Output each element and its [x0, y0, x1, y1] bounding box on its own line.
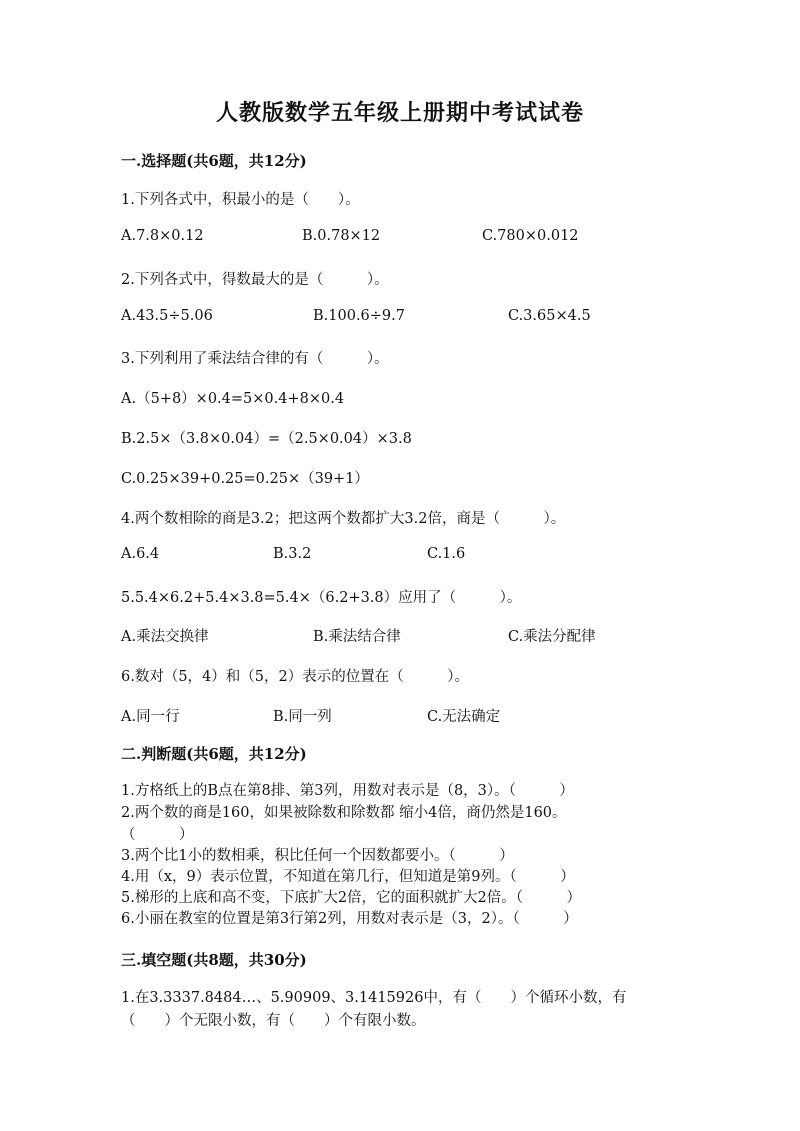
option-b: B.乘法结合律	[313, 629, 401, 645]
option-b: B.100.6÷9.7	[313, 308, 405, 324]
option-c: C.无法确定	[427, 709, 501, 725]
judgement-answer-blank: （ ）	[121, 827, 194, 843]
question-stem: 2.下列各式中，得数最大的是（ ）。	[121, 272, 389, 288]
option-a: A.乘法交换律	[121, 629, 209, 645]
option-a: A.7.8×0.12	[121, 228, 204, 244]
judgement-item: 5.梯形的上底和高不变，下底扩大2倍，它的面积就扩大2倍。（ ）	[121, 890, 582, 906]
option-b: B.3.2	[273, 546, 312, 562]
option-b: B.同一列	[273, 709, 332, 725]
judgement-item: 3.两个比1小的数相乘，积比任何一个因数都要小。（ ）	[121, 848, 514, 864]
judgement-item: 2.两个数的商是160，如果被除数和除数都 缩小4倍，商仍然是160。	[121, 805, 567, 821]
question-stem: 4.两个数相除的商是3.2；把这两个数都扩大3.2倍，商是（ ）。	[121, 511, 566, 527]
option-b: B.2.5×（3.8×0.04）=（2.5×0.04）×3.8	[121, 431, 412, 447]
judgement-item: 1.方格纸上的B点在第8排、第3列，用数对表示是（8，3）。（ ）	[121, 783, 574, 799]
question-stem: 1.下列各式中，积最小的是（ ）。	[121, 192, 360, 208]
page-title: 人教版数学五年级上册期中考试试卷	[215, 100, 584, 126]
judgement-item: 4.用（x，9）表示位置，不知道在第几行，但知道是第9列。（ ）	[121, 869, 575, 885]
section-heading-choice: 一.选择题(共6题，共12分)	[121, 152, 307, 170]
option-b: B.0.78×12	[302, 228, 381, 244]
fill-item: 1.在3.3337.8484…、5.90909、3.1415926中，有（ ）个循环小数，有	[121, 990, 627, 1006]
fill-item: （ ）个无限小数，有（ ）个有限小数。	[121, 1013, 426, 1029]
option-c: C.780×0.012	[482, 228, 579, 244]
option-c: C.1.6	[427, 546, 466, 562]
option-c: C.乘法分配律	[508, 629, 596, 645]
section-heading-fill: 三.填空题(共8题，共30分)	[121, 951, 307, 969]
question-stem: 5.5.4×6.2+5.4×3.8=5.4×（6.2+3.8）应用了（ ）。	[121, 590, 522, 606]
judgement-item: 6.小丽在教室的位置是第3行第2列，用数对表示是（3，2）。（ ）	[121, 911, 578, 927]
option-a: A.6.4	[121, 546, 160, 562]
option-a: A.43.5÷5.06	[121, 308, 213, 324]
question-stem: 3.下列利用了乘法结合律的有（ ）。	[121, 351, 389, 367]
option-a: A.同一行	[121, 709, 180, 725]
option-a: A.（5+8）×0.4=5×0.4+8×0.4	[121, 391, 345, 407]
option-c: C.3.65×4.5	[508, 308, 591, 324]
option-c: C.0.25×39+0.25=0.25×（39+1）	[121, 471, 369, 487]
section-heading-judgement: 二.判断题(共6题，共12分)	[121, 745, 307, 763]
question-stem: 6.数对（5，4）和（5，2）表示的位置在（ ）。	[121, 669, 469, 685]
